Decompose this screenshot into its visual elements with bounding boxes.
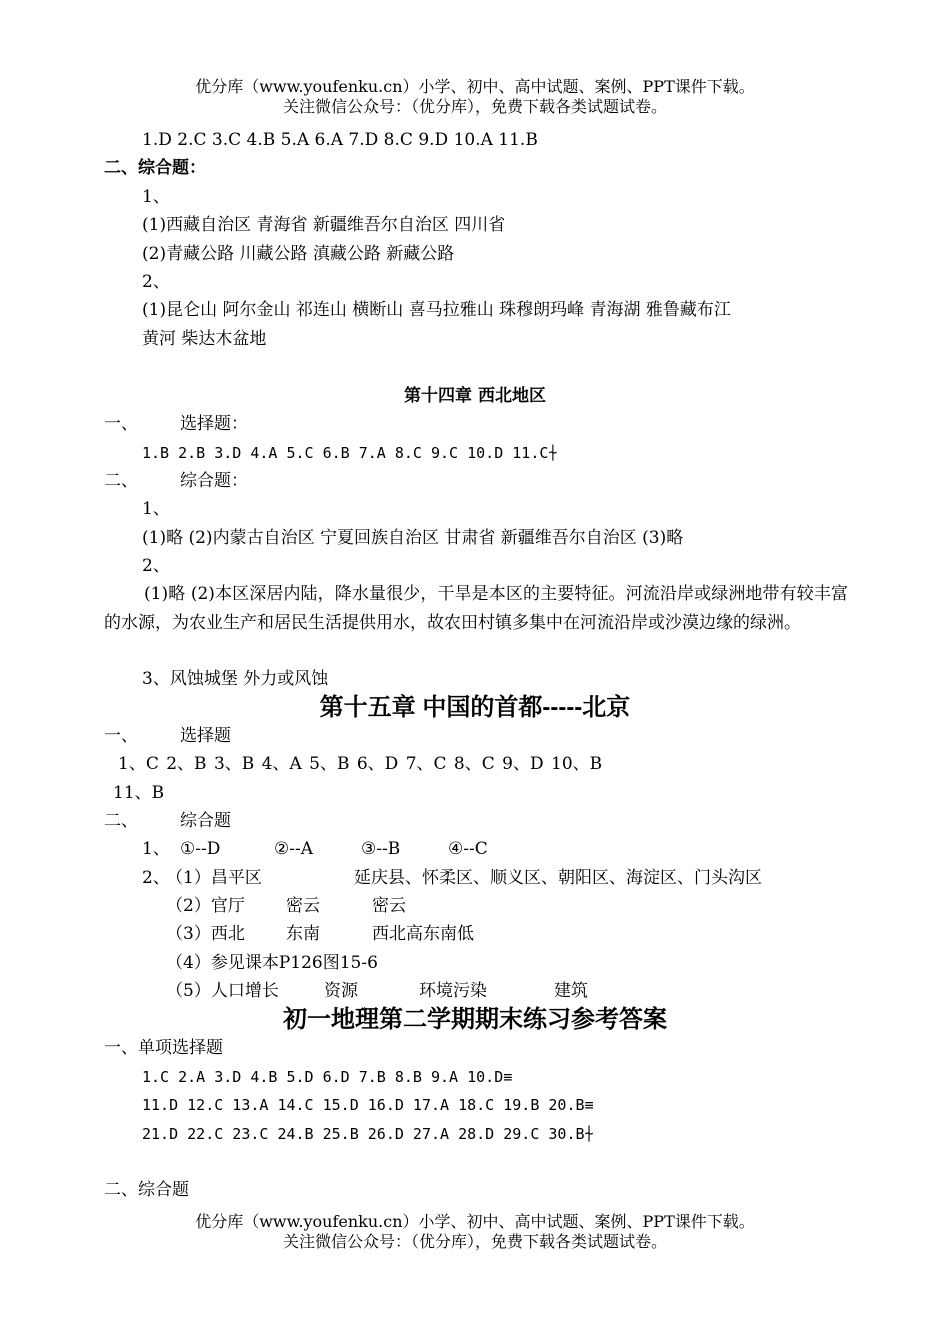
ch15-q2-3-item: （3）西北	[166, 924, 245, 944]
final-answers-row-3-text: 21.D 22.C 23.C 24.B 25.B 26.D 27.A 28.D 29.C 30.B	[142, 1125, 585, 1143]
final-answers-row-3	[142, 1123, 594, 1145]
ch14-choice-answers	[142, 442, 557, 464]
ch13-section2-title: 二、综合题：	[104, 158, 206, 178]
ch14-section2-label: 综合题：	[180, 471, 248, 491]
ch15-q1-item: ②--A	[274, 839, 314, 859]
ch14-q3: 3、风蚀城堡 外力或风蚀	[142, 669, 329, 689]
footer-line-2: 关注微信公众号：（优分库），免费下载各类试题试卷。	[282, 1232, 667, 1251]
ch15-section1	[104, 725, 231, 747]
final-answers-row-1-text: 1.C 2.A 3.D 4.B 5.D 6.D 7.B 8.B 9.A 10.D	[142, 1068, 504, 1086]
ch15-choice-answers-1: 1、C 2、B 3、B 4、A 5、B 6、D 7、C 8、C 9、D 10、B	[118, 754, 603, 774]
ch13-choice-answers: 1.D 2.C 3.C 4.B 5.A 6.A 7.D 8.C 9.D 10.A 11.B	[142, 130, 538, 150]
ch15-title: 第十五章 中国的首都-----北京	[319, 694, 631, 721]
ch14-section1-num: 一、	[104, 414, 138, 434]
ch15-q2-4: （4）参见课本P126图15-6	[166, 953, 378, 973]
ch15-q2-5	[166, 980, 588, 1002]
final-answers-row-1	[142, 1066, 512, 1088]
ch13-q1-answer-b: (2)青藏公路 川藏公路 滇藏公路 新藏公路	[142, 244, 455, 264]
ch15-section2-label: 综合题	[180, 811, 231, 831]
ch14-section1-label: 选择题：	[180, 414, 248, 434]
mark-icon: ≡	[584, 1096, 594, 1114]
ch14-section2-num: 二、	[104, 471, 138, 491]
ch15-q1-item: ④--C	[448, 839, 488, 859]
ch15-q2-5-item: 环境污染	[419, 981, 487, 1001]
ch14-section2	[104, 470, 248, 492]
ch15-q2-2-item: 密云	[286, 896, 320, 916]
ch14-q2-label: 2、	[142, 556, 170, 576]
ch15-q2-3-item: 东南	[286, 924, 320, 944]
ch15-q2-1-label: （1）昌平区	[166, 868, 262, 888]
ch15-q2-3-item: 西北高东南低	[372, 924, 474, 944]
ch15-section1-num: 一、	[104, 726, 138, 746]
ch15-q2-5-item: 资源	[324, 981, 358, 1001]
final-section1-title: 一、单项选择题	[104, 1038, 223, 1058]
ch15-q2-1	[142, 867, 762, 889]
ch14-q1-label: 1、	[142, 499, 170, 519]
final-answers-row-2	[142, 1094, 594, 1116]
ch15-q2-1-value: 延庆县、怀柔区、顺义区、朝阳区、海淀区、门头沟区	[354, 868, 762, 888]
ch13-q2-answer-line1: (1)昆仑山 阿尔金山 祁连山 横断山 喜马拉雅山 珠穆朗玛峰 青海湖 雅鲁藏布江	[142, 300, 731, 320]
ch15-q2-2	[166, 895, 406, 917]
ch15-section2	[104, 810, 231, 832]
ch15-choice-answers-2: 11、B	[113, 783, 165, 803]
squiggle-mark-icon: ⍭	[548, 444, 558, 462]
ch15-section1-label: 选择题	[180, 726, 231, 746]
ch14-section1	[104, 413, 248, 435]
ch15-q1-label: 1、	[142, 839, 170, 859]
mark-icon: ≡	[503, 1068, 513, 1086]
ch15-q1-item: ①--D	[180, 839, 221, 859]
final-title: 初一地理第二学期期末练习参考答案	[283, 1006, 667, 1033]
footer-line-1: 优分库（www.youfenku.cn）小学、初中、高中试题、案例、PPT课件下载。	[195, 1212, 755, 1231]
ch15-section2-num: 二、	[104, 811, 138, 831]
header-line-1: 优分库（www.youfenku.cn）小学、初中、高中试题、案例、PPT课件下载。	[195, 77, 755, 96]
ch14-title: 第十四章 西北地区	[404, 386, 546, 406]
ch15-q2-label: 2、	[142, 868, 170, 888]
ch15-q2-5-item: （5）人口增长	[166, 981, 279, 1001]
ch13-q1-answer-a: (1)西藏自治区 青海省 新疆维吾尔自治区 四川省	[142, 215, 506, 235]
ch13-q2-answer-line2: 黄河 柴达木盆地	[142, 329, 267, 349]
ch15-q1-item: ③--B	[361, 839, 401, 859]
squiggle-mark-icon: ⍭	[584, 1125, 594, 1143]
ch15-q2-2-item: 密云	[372, 896, 406, 916]
ch14-choice-text: 1.B 2.B 3.D 4.A 5.C 6.B 7.A 8.C 9.C 10.D 11.C	[142, 444, 549, 462]
ch15-q2-2-item: （2）官厅	[166, 896, 245, 916]
ch15-q2-5-item: 建筑	[554, 981, 588, 1001]
ch15-q2-3	[166, 923, 474, 945]
final-section2-title: 二、综合题	[104, 1180, 189, 1200]
ch14-q1-answer: (1)略 (2)内蒙古自治区 宁夏回族自治区 甘肃省 新疆维吾尔自治区 (3)略	[142, 528, 684, 548]
ch13-q2-label: 2、	[142, 272, 170, 292]
header-line-2: 关注微信公众号：（优分库），免费下载各类试题试卷。	[282, 97, 667, 116]
ch15-q1	[142, 838, 488, 860]
ch14-q2-paragraph: (1)略 (2)本区深居内陆，降水量很少，干旱是本区的主要特征。河流沿岸或绿洲地带有较丰富的水源，为农业生产和居民生活提供用水，故农田村镇多集中在河流沿岸或沙漠边缘的绿洲。	[104, 584, 848, 633]
ch13-q1-label: 1、	[142, 187, 170, 207]
final-answers-row-2-text: 11.D 12.C 13.A 14.C 15.D 16.D 17.A 18.C 19.B 20.B	[142, 1096, 585, 1114]
